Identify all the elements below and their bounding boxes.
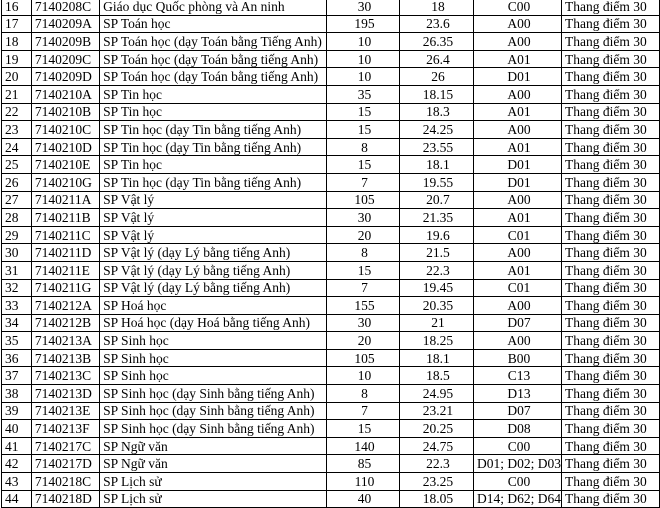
major-code-cell: 7140213D bbox=[31, 385, 99, 403]
quota-cell: 8 bbox=[327, 138, 400, 156]
table-row bbox=[2, 490, 660, 508]
major-name-cell: SP Ngữ văn bbox=[100, 455, 327, 473]
major-name-cell: SP Tin học bbox=[100, 85, 327, 103]
score-scale-cell: Thang điểm 30 bbox=[562, 244, 660, 262]
subject-combination-cell: A00 bbox=[474, 15, 562, 33]
major-name-cell: SP Sinh học (dạy Sinh bằng tiếng Anh) bbox=[100, 385, 327, 403]
subject-combination-cell: A00 bbox=[474, 191, 562, 209]
quota-cell: 15 bbox=[327, 156, 400, 174]
quota-cell: 30 bbox=[327, 0, 400, 15]
table-row bbox=[2, 173, 660, 191]
major-name-cell: SP Tin học (dạy Tin bằng tiếng Anh) bbox=[100, 121, 327, 139]
score-scale-cell: Thang điểm 30 bbox=[562, 121, 660, 139]
benchmark-score-cell: 19.6 bbox=[399, 226, 473, 244]
score-scale-cell: Thang điểm 30 bbox=[562, 402, 660, 420]
subject-combination-cell: D14; D62; D64 bbox=[474, 490, 562, 508]
major-name-cell: SP Toán học bbox=[100, 15, 327, 33]
row-number-cell: 40 bbox=[2, 420, 32, 438]
quota-cell: 15 bbox=[327, 121, 400, 139]
row-number-cell: 18 bbox=[2, 33, 32, 51]
major-code-cell: 7140212B bbox=[31, 314, 99, 332]
table-row bbox=[2, 191, 660, 209]
row-number-cell: 37 bbox=[2, 367, 32, 385]
benchmark-score-cell: 23.25 bbox=[399, 473, 473, 491]
benchmark-score-cell: 23.55 bbox=[399, 138, 473, 156]
score-scale-cell: Thang điểm 30 bbox=[562, 85, 660, 103]
quota-cell: 40 bbox=[327, 490, 400, 508]
table-row bbox=[2, 332, 660, 350]
major-code-cell: 7140213A bbox=[31, 332, 99, 350]
quota-cell: 155 bbox=[327, 297, 400, 315]
row-number-cell: 38 bbox=[2, 385, 32, 403]
benchmark-score-cell: 19.55 bbox=[399, 173, 473, 191]
major-code-cell: 7140209D bbox=[31, 68, 99, 86]
score-scale-cell: Thang điểm 30 bbox=[562, 367, 660, 385]
table-row bbox=[2, 209, 660, 227]
row-number-cell: 44 bbox=[2, 490, 32, 508]
subject-combination-cell: C00 bbox=[474, 473, 562, 491]
table-row bbox=[2, 297, 660, 315]
major-code-cell: 7140208C bbox=[31, 0, 99, 15]
subject-combination-cell: A01 bbox=[474, 103, 562, 121]
table-row bbox=[2, 455, 660, 473]
major-name-cell: SP Vật lý bbox=[100, 209, 327, 227]
major-name-cell: Giáo dục Quốc phòng và An ninh bbox=[100, 0, 327, 15]
subject-combination-cell: A01 bbox=[474, 261, 562, 279]
benchmark-score-cell: 23.6 bbox=[399, 15, 473, 33]
benchmark-score-cell: 26 bbox=[399, 68, 473, 86]
major-code-cell: 7140210G bbox=[31, 173, 99, 191]
quota-cell: 15 bbox=[327, 103, 400, 121]
table-row bbox=[2, 367, 660, 385]
major-name-cell: SP Hoá học (dạy Hoá bằng tiếng Anh) bbox=[100, 314, 327, 332]
major-code-cell: 7140213F bbox=[31, 420, 99, 438]
subject-combination-cell: B00 bbox=[474, 349, 562, 367]
major-code-cell: 7140209B bbox=[31, 33, 99, 51]
major-code-cell: 7140209C bbox=[31, 50, 99, 68]
subject-combination-cell: A00 bbox=[474, 85, 562, 103]
row-number-cell: 19 bbox=[2, 50, 32, 68]
major-code-cell: 7140210E bbox=[31, 156, 99, 174]
subject-combination-cell: D01 bbox=[474, 68, 562, 86]
benchmark-score-cell: 22.3 bbox=[399, 261, 473, 279]
score-scale-cell: Thang điểm 30 bbox=[562, 209, 660, 227]
score-scale-cell: Thang điểm 30 bbox=[562, 68, 660, 86]
subject-combination-cell: A00 bbox=[474, 33, 562, 51]
score-scale-cell: Thang điểm 30 bbox=[562, 473, 660, 491]
major-name-cell: SP Sinh học bbox=[100, 349, 327, 367]
subject-combination-cell: D07 bbox=[474, 314, 562, 332]
score-scale-cell: Thang điểm 30 bbox=[562, 156, 660, 174]
major-name-cell: SP Sinh học bbox=[100, 332, 327, 350]
subject-combination-cell: D01; D02; D03 bbox=[474, 455, 562, 473]
major-code-cell: 7140213E bbox=[31, 402, 99, 420]
major-name-cell: SP Vật lý bbox=[100, 191, 327, 209]
major-name-cell: SP Tin học bbox=[100, 103, 327, 121]
table-row bbox=[2, 385, 660, 403]
table-row bbox=[2, 279, 660, 297]
major-code-cell: 7140211A bbox=[31, 191, 99, 209]
benchmark-score-cell: 24.75 bbox=[399, 437, 473, 455]
table-row bbox=[2, 0, 660, 15]
table-row bbox=[2, 103, 660, 121]
row-number-cell: 32 bbox=[2, 279, 32, 297]
table-row bbox=[2, 85, 660, 103]
major-name-cell: SP Vật lý (dạy Lý bằng tiếng Anh) bbox=[100, 279, 327, 297]
quota-cell: 20 bbox=[327, 332, 400, 350]
score-scale-cell: Thang điểm 30 bbox=[562, 226, 660, 244]
table-row bbox=[2, 402, 660, 420]
subject-combination-cell: C00 bbox=[474, 0, 562, 15]
subject-combination-cell: A00 bbox=[474, 332, 562, 350]
row-number-cell: 16 bbox=[2, 0, 32, 15]
quota-cell: 8 bbox=[327, 385, 400, 403]
subject-combination-cell: C13 bbox=[474, 367, 562, 385]
benchmark-score-cell: 21.5 bbox=[399, 244, 473, 262]
row-number-cell: 43 bbox=[2, 473, 32, 491]
score-scale-cell: Thang điểm 30 bbox=[562, 279, 660, 297]
row-number-cell: 33 bbox=[2, 297, 32, 315]
major-code-cell: 7140209A bbox=[31, 15, 99, 33]
benchmark-score-cell: 18.15 bbox=[399, 85, 473, 103]
row-number-cell: 41 bbox=[2, 437, 32, 455]
score-scale-cell: Thang điểm 30 bbox=[562, 385, 660, 403]
table-body bbox=[2, 0, 660, 508]
score-scale-cell: Thang điểm 30 bbox=[562, 50, 660, 68]
score-scale-cell: Thang điểm 30 bbox=[562, 103, 660, 121]
benchmark-score-cell: 18.3 bbox=[399, 103, 473, 121]
major-name-cell: SP Toán học (dạy Toán bằng Tiếng Anh) bbox=[100, 33, 327, 51]
benchmark-score-cell: 19.45 bbox=[399, 279, 473, 297]
quota-cell: 110 bbox=[327, 473, 400, 491]
subject-combination-cell: C01 bbox=[474, 279, 562, 297]
benchmark-score-cell: 24.95 bbox=[399, 385, 473, 403]
table-row bbox=[2, 349, 660, 367]
benchmark-score-cell: 18.05 bbox=[399, 490, 473, 508]
score-scale-cell: Thang điểm 30 bbox=[562, 138, 660, 156]
major-name-cell: SP Toán học (dạy Toán bằng tiếng Anh) bbox=[100, 68, 327, 86]
quota-cell: 35 bbox=[327, 85, 400, 103]
subject-combination-cell: D07 bbox=[474, 402, 562, 420]
row-number-cell: 17 bbox=[2, 15, 32, 33]
subject-combination-cell: A00 bbox=[474, 121, 562, 139]
row-number-cell: 31 bbox=[2, 261, 32, 279]
major-code-cell: 7140210B bbox=[31, 103, 99, 121]
row-number-cell: 20 bbox=[2, 68, 32, 86]
subject-combination-cell: A01 bbox=[474, 138, 562, 156]
major-code-cell: 7140218C bbox=[31, 473, 99, 491]
major-code-cell: 7140211E bbox=[31, 261, 99, 279]
major-name-cell: SP Tin học bbox=[100, 156, 327, 174]
quota-cell: 20 bbox=[327, 226, 400, 244]
subject-combination-cell: D01 bbox=[474, 173, 562, 191]
table-row bbox=[2, 261, 660, 279]
row-number-cell: 25 bbox=[2, 156, 32, 174]
table-row bbox=[2, 15, 660, 33]
major-code-cell: 7140210D bbox=[31, 138, 99, 156]
benchmark-score-cell: 21.35 bbox=[399, 209, 473, 227]
subject-combination-cell: D13 bbox=[474, 385, 562, 403]
major-code-cell: 7140211G bbox=[31, 279, 99, 297]
table-row bbox=[2, 138, 660, 156]
score-scale-cell: Thang điểm 30 bbox=[562, 437, 660, 455]
score-scale-cell: Thang điểm 30 bbox=[562, 0, 660, 15]
row-number-cell: 23 bbox=[2, 121, 32, 139]
score-scale-cell: Thang điểm 30 bbox=[562, 490, 660, 508]
table-row bbox=[2, 473, 660, 491]
major-code-cell: 7140211C bbox=[31, 226, 99, 244]
quota-cell: 7 bbox=[327, 402, 400, 420]
table-row bbox=[2, 437, 660, 455]
table-row bbox=[2, 314, 660, 332]
major-name-cell: SP Vật lý bbox=[100, 226, 327, 244]
row-number-cell: 29 bbox=[2, 226, 32, 244]
major-name-cell: SP Toán học (dạy Toán bằng tiếng Anh) bbox=[100, 50, 327, 68]
subject-combination-cell: A01 bbox=[474, 209, 562, 227]
row-number-cell: 28 bbox=[2, 209, 32, 227]
benchmark-score-cell: 18.1 bbox=[399, 349, 473, 367]
quota-cell: 105 bbox=[327, 191, 400, 209]
major-code-cell: 7140217D bbox=[31, 455, 99, 473]
major-code-cell: 7140212A bbox=[31, 297, 99, 315]
score-scale-cell: Thang điểm 30 bbox=[562, 314, 660, 332]
score-scale-cell: Thang điểm 30 bbox=[562, 455, 660, 473]
major-name-cell: SP Vật lý (dạy Lý bằng tiếng Anh) bbox=[100, 261, 327, 279]
table-row bbox=[2, 68, 660, 86]
score-scale-cell: Thang điểm 30 bbox=[562, 173, 660, 191]
benchmark-score-cell: 26.35 bbox=[399, 33, 473, 51]
major-name-cell: SP Hoá học bbox=[100, 297, 327, 315]
quota-cell: 10 bbox=[327, 68, 400, 86]
major-name-cell: SP Sinh học (dạy Sinh bằng tiếng Anh) bbox=[100, 402, 327, 420]
row-number-cell: 35 bbox=[2, 332, 32, 350]
benchmark-score-cell: 22.3 bbox=[399, 455, 473, 473]
subject-combination-cell: A01 bbox=[474, 50, 562, 68]
quota-cell: 105 bbox=[327, 349, 400, 367]
benchmark-score-cell: 24.25 bbox=[399, 121, 473, 139]
benchmark-score-cell: 18.25 bbox=[399, 332, 473, 350]
table-row bbox=[2, 226, 660, 244]
row-number-cell: 39 bbox=[2, 402, 32, 420]
major-name-cell: SP Lịch sử bbox=[100, 473, 327, 491]
row-number-cell: 42 bbox=[2, 455, 32, 473]
quota-cell: 15 bbox=[327, 261, 400, 279]
quota-cell: 85 bbox=[327, 455, 400, 473]
major-name-cell: SP Tin học (dạy Tin bằng tiếng Anh) bbox=[100, 173, 327, 191]
benchmark-score-cell: 20.25 bbox=[399, 420, 473, 438]
major-code-cell: 7140217C bbox=[31, 437, 99, 455]
subject-combination-cell: D01 bbox=[474, 156, 562, 174]
table-row bbox=[2, 156, 660, 174]
score-scale-cell: Thang điểm 30 bbox=[562, 349, 660, 367]
major-code-cell: 7140213B bbox=[31, 349, 99, 367]
major-name-cell: SP Ngữ văn bbox=[100, 437, 327, 455]
benchmark-score-cell: 26.4 bbox=[399, 50, 473, 68]
major-code-cell: 7140210C bbox=[31, 121, 99, 139]
quota-cell: 140 bbox=[327, 437, 400, 455]
table-row bbox=[2, 50, 660, 68]
row-number-cell: 24 bbox=[2, 138, 32, 156]
quota-cell: 10 bbox=[327, 50, 400, 68]
subject-combination-cell: A00 bbox=[474, 297, 562, 315]
major-code-cell: 7140211B bbox=[31, 209, 99, 227]
row-number-cell: 21 bbox=[2, 85, 32, 103]
subject-combination-cell: C01 bbox=[474, 226, 562, 244]
row-number-cell: 34 bbox=[2, 314, 32, 332]
table-row bbox=[2, 33, 660, 51]
score-scale-cell: Thang điểm 30 bbox=[562, 297, 660, 315]
quota-cell: 7 bbox=[327, 173, 400, 191]
major-name-cell: SP Vật lý (dạy Lý bằng tiếng Anh) bbox=[100, 244, 327, 262]
major-code-cell: 7140218D bbox=[31, 490, 99, 508]
quota-cell: 7 bbox=[327, 279, 400, 297]
table-row bbox=[2, 420, 660, 438]
score-scale-cell: Thang điểm 30 bbox=[562, 420, 660, 438]
major-name-cell: SP Sinh học (dạy Sinh bằng tiếng Anh) bbox=[100, 420, 327, 438]
major-name-cell: SP Sinh học bbox=[100, 367, 327, 385]
subject-combination-cell: C00 bbox=[474, 437, 562, 455]
subject-combination-cell: A00 bbox=[474, 244, 562, 262]
table-row bbox=[2, 244, 660, 262]
quota-cell: 195 bbox=[327, 15, 400, 33]
score-scale-cell: Thang điểm 30 bbox=[562, 33, 660, 51]
score-scale-cell: Thang điểm 30 bbox=[562, 332, 660, 350]
quota-cell: 10 bbox=[327, 33, 400, 51]
row-number-cell: 36 bbox=[2, 349, 32, 367]
benchmark-score-cell: 18.1 bbox=[399, 156, 473, 174]
benchmark-score-cell: 18.5 bbox=[399, 367, 473, 385]
major-code-cell: 7140211D bbox=[31, 244, 99, 262]
major-code-cell: 7140213C bbox=[31, 367, 99, 385]
major-code-cell: 7140210A bbox=[31, 85, 99, 103]
benchmark-score-cell: 18 bbox=[399, 0, 473, 15]
row-number-cell: 30 bbox=[2, 244, 32, 262]
major-name-cell: SP Tin học (dạy Tin bằng tiếng Anh) bbox=[100, 138, 327, 156]
quota-cell: 15 bbox=[327, 420, 400, 438]
benchmark-score-cell: 20.35 bbox=[399, 297, 473, 315]
row-number-cell: 22 bbox=[2, 103, 32, 121]
row-number-cell: 27 bbox=[2, 191, 32, 209]
score-scale-cell: Thang điểm 30 bbox=[562, 15, 660, 33]
table-row bbox=[2, 121, 660, 139]
quota-cell: 10 bbox=[327, 367, 400, 385]
quota-cell: 8 bbox=[327, 244, 400, 262]
quota-cell: 30 bbox=[327, 314, 400, 332]
major-name-cell: SP Lịch sử bbox=[100, 490, 327, 508]
quota-cell: 30 bbox=[327, 209, 400, 227]
benchmark-score-cell: 20.7 bbox=[399, 191, 473, 209]
benchmark-score-cell: 21 bbox=[399, 314, 473, 332]
subject-combination-cell: D08 bbox=[474, 420, 562, 438]
admission-score-table bbox=[1, 0, 660, 508]
row-number-cell: 26 bbox=[2, 173, 32, 191]
score-scale-cell: Thang điểm 30 bbox=[562, 191, 660, 209]
score-scale-cell: Thang điểm 30 bbox=[562, 261, 660, 279]
benchmark-score-cell: 23.21 bbox=[399, 402, 473, 420]
